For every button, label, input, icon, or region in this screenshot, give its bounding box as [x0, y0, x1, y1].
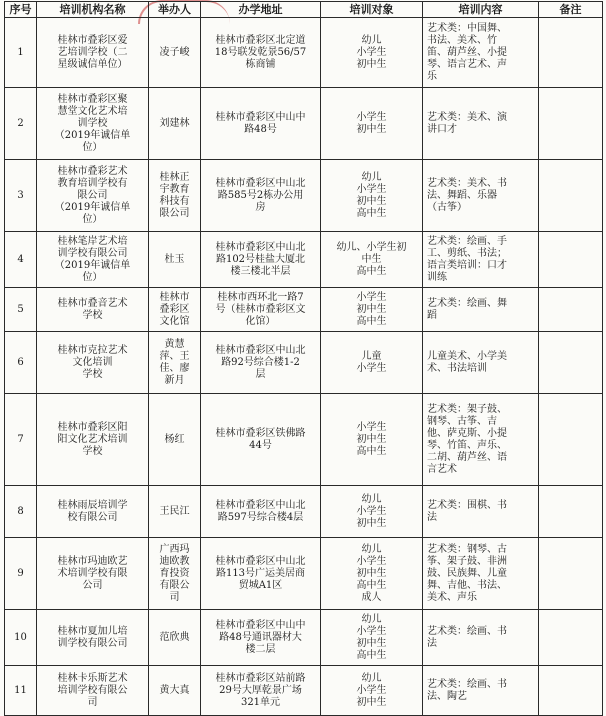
cell-line: 初中生 — [356, 567, 387, 579]
training-content-cell — [423, 18, 539, 88]
target-audience-cell — [321, 18, 423, 88]
address-cell — [201, 18, 321, 88]
organizer-cell — [149, 332, 201, 394]
address-cell — [201, 160, 321, 232]
organizer-cell — [149, 666, 201, 716]
cell-line: 位） — [82, 213, 103, 225]
cell-line: 小学生 — [356, 625, 387, 637]
cell-line: 学校 — [82, 368, 103, 380]
cell-line: 位） — [82, 271, 103, 283]
cell-line: 阳文化艺术培训 — [57, 433, 128, 445]
cell-line: 房 — [255, 201, 266, 213]
training-content-cell — [423, 88, 539, 160]
cell-line: 法、舞蹈、乐器 — [427, 189, 497, 201]
cell-line: 路113号广运美居商 — [215, 567, 306, 579]
row-number-cell: 11 — [5, 666, 37, 716]
cell-line: 小学生 — [356, 505, 387, 517]
cell-line: 桂林市 — [159, 291, 190, 303]
cell-line: 慧堂文化艺术培 — [57, 105, 128, 117]
cell-line: 路92号综合楼1-2 — [221, 356, 300, 368]
cell-line: 艺术类：围棋、书 — [427, 499, 507, 511]
table-row — [5, 538, 603, 610]
organizer-cell — [149, 18, 201, 88]
cell-line: 艺术类：绘画、手 — [427, 235, 507, 247]
cell-line: 艺术类：绘画、书 — [427, 625, 507, 637]
row-number-cell: 10 — [5, 610, 37, 666]
cell-line: 训学校 — [77, 117, 108, 129]
cell-line: 桂林笔岸艺术培 — [57, 235, 128, 247]
cell-line: 限公司 — [77, 189, 108, 201]
institution-name-cell — [37, 288, 149, 332]
cell-line: 乐 — [427, 70, 437, 82]
address-cell — [201, 538, 321, 610]
address-cell — [201, 610, 321, 666]
cell-line: 公司 — [82, 579, 103, 591]
row-number-cell: 2 — [5, 88, 37, 160]
cell-line: 小学生 — [356, 362, 387, 374]
cell-line: 美术、声乐 — [427, 591, 477, 603]
cell-line: 宇教育 — [159, 183, 190, 195]
cell-line: 法 — [427, 637, 437, 649]
cell-line: 桂林市夏加儿培 — [57, 625, 128, 637]
cell-line: 高中生 — [356, 315, 387, 327]
cell-line: 琴、竹笛、声乐、 — [427, 439, 507, 451]
table-row — [5, 88, 603, 160]
cell-line: 幼儿 — [361, 543, 382, 555]
cell-line: 迪欧教 — [159, 555, 190, 567]
address-cell — [201, 394, 321, 486]
cell-line: 44号 — [249, 439, 272, 451]
row-number-cell: 4 — [5, 232, 37, 288]
header-cell: 培训对象 — [321, 2, 423, 18]
address-cell — [201, 332, 321, 394]
cell-line: 桂林市叠彩区聚 — [57, 93, 128, 105]
cell-line: 号（桂林市叠彩区文 — [215, 303, 306, 315]
remark-cell — [539, 288, 603, 332]
cell-line: 刘建林 — [159, 117, 190, 129]
cell-line: 杜玉 — [164, 253, 185, 265]
training-content-cell — [423, 160, 539, 232]
cell-line: 路102号桂盐大厦北 — [215, 253, 306, 265]
table-row — [5, 18, 603, 88]
institution-name-cell — [37, 486, 149, 538]
remark-cell — [539, 486, 603, 538]
cell-line: 高中生 — [356, 579, 387, 591]
cell-line: 艺术类：架子鼓、 — [427, 403, 507, 415]
institution-name-cell — [37, 666, 149, 716]
cell-line: 桂林市叠彩区中山北 — [215, 555, 306, 567]
target-audience-cell — [321, 394, 423, 486]
row-number-cell: 9 — [5, 538, 37, 610]
cell-line: 新月 — [164, 374, 185, 386]
target-audience-cell — [321, 666, 423, 716]
cell-line: 工、剪纸、书法； — [427, 247, 507, 259]
organizer-cell — [149, 610, 201, 666]
cell-line: 桂林卡乐斯艺术 — [57, 672, 128, 684]
cell-line: 桂林市叠彩区铁佛路 — [215, 427, 306, 439]
cell-line: 桂林市西环北一路7 — [217, 291, 304, 303]
cell-line: 小学生 — [356, 684, 387, 696]
organizer-cell — [149, 232, 201, 288]
address-cell — [201, 666, 321, 716]
address-cell — [201, 232, 321, 288]
cell-line: 高中生 — [356, 649, 387, 661]
cell-line: 术培训学校有限 — [57, 567, 128, 579]
cell-line: 桂林市玛迪欧艺 — [57, 555, 128, 567]
cell-line: 蹈 — [427, 309, 437, 321]
remark-cell — [539, 232, 603, 288]
cell-line: 训学校有限公司 — [57, 247, 128, 259]
header-cell: 培训内容 — [423, 2, 539, 18]
organizer-cell — [149, 160, 201, 232]
target-audience-cell — [321, 288, 423, 332]
cell-line: 星级诚信单位） — [57, 58, 128, 70]
table-row — [5, 160, 603, 232]
training-content-cell — [423, 666, 539, 716]
organizer-cell — [149, 288, 201, 332]
cell-line: 高中生 — [356, 445, 387, 457]
cell-line: 桂林市叠音艺术 — [57, 297, 128, 309]
institution-name-cell — [37, 232, 149, 288]
remark-cell — [539, 332, 603, 394]
cell-line: 栋商铺 — [245, 58, 276, 70]
cell-line: 儿童美术、小学美 — [427, 350, 507, 362]
cell-line: 18号联发乾景56/57 — [214, 46, 307, 58]
cell-line: 初中生 — [356, 303, 387, 315]
row-number-cell: 5 — [5, 288, 37, 332]
cell-line: 桂林市叠彩区中山北 — [215, 177, 306, 189]
cell-line: 桂林市叠彩区中山中 — [215, 619, 306, 631]
header-cell: 举办人 — [149, 2, 201, 18]
cell-line: 初中生 — [356, 123, 387, 135]
training-institutions-table — [4, 1, 603, 716]
cell-line: 叠彩区 — [159, 303, 190, 315]
cell-line: 化馆） — [245, 315, 276, 327]
cell-line: 文化培训 — [72, 356, 113, 368]
cell-line: 琴、语言艺术、声 — [427, 58, 507, 70]
target-audience-cell — [321, 88, 423, 160]
table-row — [5, 666, 603, 716]
organizer-cell — [149, 88, 201, 160]
cell-line: 幼儿 — [361, 613, 382, 625]
cell-line: （古筝） — [427, 201, 467, 213]
cell-line: 路597号综合楼4层 — [217, 511, 304, 523]
cell-line: 楼二层 — [245, 643, 276, 655]
cell-line: 桂林市叠彩区爱 — [57, 34, 128, 46]
cell-line: 幼儿 — [361, 672, 382, 684]
cell-line: 言艺术 — [427, 463, 457, 475]
cell-line: 29号大厚乾景广场 — [219, 684, 302, 696]
cell-line: 幼儿 — [361, 171, 382, 183]
address-cell — [201, 88, 321, 160]
cell-line: 桂林市叠彩区中山北 — [215, 499, 306, 511]
cell-line: 小学生 — [356, 183, 387, 195]
cell-line: 育投资 — [159, 567, 190, 579]
organizer-cell — [149, 394, 201, 486]
header-cell: 办学地址 — [201, 2, 321, 18]
address-cell — [201, 288, 321, 332]
cell-line: 桂林市克拉艺术 — [57, 344, 128, 356]
remark-cell — [539, 88, 603, 160]
training-content-cell — [423, 610, 539, 666]
cell-line: 艺术类：绘画、书 — [427, 678, 507, 690]
header-row — [5, 2, 603, 18]
remark-cell — [539, 610, 603, 666]
cell-line: 二胡、葫芦丝、语 — [427, 451, 507, 463]
target-audience-cell — [321, 232, 423, 288]
cell-line: 楼三楼北半层 — [230, 265, 291, 277]
cell-line: 初中生 — [356, 58, 387, 70]
cell-line: 艺术类：钢琴、古 — [427, 543, 507, 555]
cell-line: 小学生 — [356, 421, 387, 433]
cell-line: 中生 — [361, 253, 382, 265]
cell-line: 教育培训学校有 — [57, 177, 128, 189]
cell-line: 幼儿 — [361, 34, 382, 46]
cell-line: 桂林市叠彩艺术 — [57, 165, 128, 177]
training-content-cell — [423, 288, 539, 332]
cell-line: 萍、王 — [159, 350, 190, 362]
cell-line: 佳、廖 — [159, 362, 190, 374]
cell-line: 鼓、民族舞、儿童 — [427, 567, 507, 579]
cell-line: 小学生 — [356, 291, 387, 303]
cell-line: 小学生 — [356, 46, 387, 58]
cell-line: 司 — [169, 591, 180, 603]
cell-line: 法 — [427, 511, 437, 523]
cell-line: 桂林市叠彩区中山中 — [215, 111, 306, 123]
header-cell: 序号 — [5, 2, 37, 18]
institution-name-cell — [37, 18, 149, 88]
table-body — [5, 18, 603, 716]
cell-line: （2019年诚信单 — [54, 129, 131, 141]
remark-cell — [539, 666, 603, 716]
cell-line: 筝、架子鼓、非洲 — [427, 555, 507, 567]
cell-line: 文化馆 — [159, 315, 190, 327]
cell-line: 艺术类：中国舞、 — [427, 22, 507, 34]
header-cell: 培训机构名称 — [37, 2, 149, 18]
remark-cell — [539, 538, 603, 610]
training-content-cell — [423, 232, 539, 288]
row-number-cell: 8 — [5, 486, 37, 538]
cell-line: 范欣典 — [159, 631, 190, 643]
cell-line: 杨红 — [164, 433, 185, 445]
cell-line: 钢琴、古筝、吉 — [427, 415, 497, 427]
cell-line: 科技有 — [159, 195, 190, 207]
cell-line: 艺培训学校（二 — [57, 46, 128, 58]
target-audience-cell — [321, 160, 423, 232]
table-row — [5, 610, 603, 666]
cell-line: 路48号 — [244, 123, 277, 135]
table-row — [5, 232, 603, 288]
training-content-cell — [423, 538, 539, 610]
cell-line: 幼儿 — [361, 493, 382, 505]
table-row — [5, 486, 603, 538]
cell-line: 学校 — [82, 445, 103, 457]
training-content-cell — [423, 486, 539, 538]
institution-name-cell — [37, 394, 149, 486]
cell-line: 高中生 — [356, 207, 387, 219]
cell-line: 儿童 — [361, 350, 382, 362]
cell-line: 学校 — [82, 309, 103, 321]
cell-line: 桂林市叠彩区中山北 — [215, 344, 306, 356]
cell-line: 成人 — [361, 591, 382, 603]
organizer-cell — [149, 486, 201, 538]
table-row — [5, 394, 603, 486]
organizer-cell — [149, 538, 201, 610]
cell-line: 小学生 — [356, 555, 387, 567]
cell-line: 初中生 — [356, 696, 387, 708]
target-audience-cell — [321, 610, 423, 666]
cell-line: 有限公 — [159, 579, 190, 591]
target-audience-cell — [321, 486, 423, 538]
row-number-cell: 1 — [5, 18, 37, 88]
table-row — [5, 288, 603, 332]
institution-name-cell — [37, 538, 149, 610]
cell-line: 桂林市叠彩区北定道 — [215, 34, 306, 46]
cell-line: 黄慧 — [164, 338, 185, 350]
cell-line: 他、萨克斯、小提 — [427, 427, 507, 439]
institution-name-cell — [37, 610, 149, 666]
cell-line: 初中生 — [356, 433, 387, 445]
cell-line: 高中生 — [356, 265, 387, 277]
cell-line: （2019年诚信单 — [54, 201, 131, 213]
cell-line: 培训学校有限公 — [57, 684, 128, 696]
cell-line: 训学校有限公司 — [57, 637, 128, 649]
cell-line: 讲口才 — [427, 123, 457, 135]
cell-line: 桂林市叠彩区站前路 — [215, 672, 306, 684]
cell-line: 笛、葫芦丝、小提 — [427, 46, 507, 58]
cell-line: 法、陶艺 — [427, 690, 467, 702]
institution-name-cell — [37, 160, 149, 232]
cell-line: 黄大真 — [159, 684, 190, 696]
cell-line: 艺术类：美术、书 — [427, 177, 507, 189]
cell-line: 王民江 — [159, 505, 190, 517]
cell-line: 初中生 — [356, 517, 387, 529]
cell-line: 语言类培训：口才 — [427, 259, 507, 271]
header-cell: 备注 — [539, 2, 603, 18]
cell-line: 桂林正 — [159, 171, 190, 183]
cell-line: 书法、美术、竹 — [427, 34, 497, 46]
cell-line: 桂林市叠彩区阳 — [57, 421, 128, 433]
remark-cell — [539, 394, 603, 486]
cell-line: 路585号2栋办公用 — [217, 189, 304, 201]
address-cell — [201, 486, 321, 538]
training-content-cell — [423, 332, 539, 394]
cell-line: 司 — [87, 696, 98, 708]
cell-line: 初中生 — [356, 195, 387, 207]
row-number-cell: 3 — [5, 160, 37, 232]
institution-name-cell — [37, 88, 149, 160]
row-number-cell: 6 — [5, 332, 37, 394]
cell-line: 初中生 — [356, 637, 387, 649]
target-audience-cell — [321, 332, 423, 394]
cell-line: 广西玛 — [159, 543, 190, 555]
cell-line: 舞、吉他、书法、 — [427, 579, 507, 591]
cell-line: 小学生 — [356, 111, 387, 123]
cell-line: 层 — [255, 368, 266, 380]
remark-cell — [539, 18, 603, 88]
training-content-cell — [423, 394, 539, 486]
target-audience-cell — [321, 538, 423, 610]
cell-line: 桂林雨辰培训学 — [57, 499, 128, 511]
cell-line: 幼儿、小学生初 — [336, 241, 407, 253]
cell-line: 路48号通讯器材大 — [219, 631, 302, 643]
cell-line: 艺术类：绘画、舞 — [427, 297, 507, 309]
cell-line: 艺术类：美术、演 — [427, 111, 507, 123]
cell-line: （2019年诚信单 — [54, 259, 131, 271]
cell-line: 321单元 — [240, 696, 281, 708]
cell-line: 校有限公司 — [67, 511, 118, 523]
table-row — [5, 332, 603, 394]
cell-line: 贸城A1区 — [238, 579, 283, 591]
cell-line: 凌子峻 — [159, 46, 190, 58]
row-number-cell: 7 — [5, 394, 37, 486]
cell-line: 桂林市叠彩区中山北 — [215, 241, 306, 253]
cell-line: 位） — [82, 141, 103, 153]
cell-line: 术、书法培训 — [427, 362, 487, 374]
cell-line: 训练 — [427, 271, 447, 283]
cell-line: 限公司 — [159, 207, 190, 219]
remark-cell — [539, 160, 603, 232]
institution-name-cell — [37, 332, 149, 394]
